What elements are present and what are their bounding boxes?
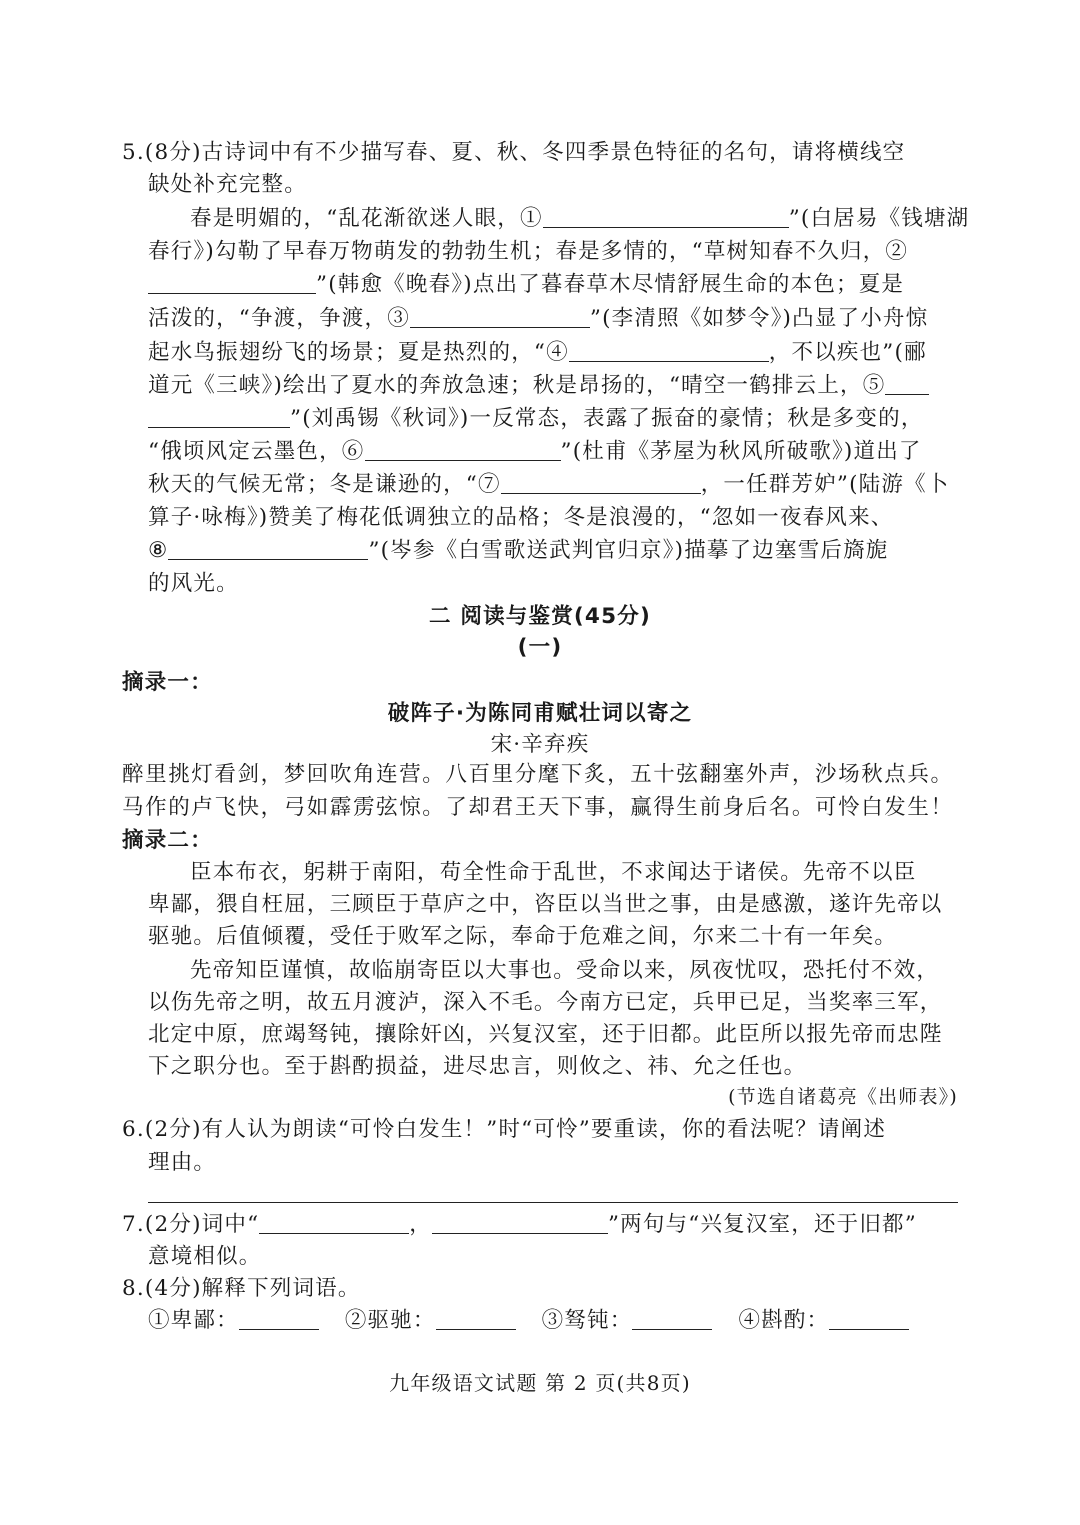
- q5-line-12: 算子·咏梅》)赞美了梅花低调独立的品格；冬是浪漫的，“忽如一夜春风来、: [148, 505, 894, 530]
- q7-text: ”两句与“兴复汉室，还于旧都”: [607, 1212, 917, 1237]
- section-subtitle: (一): [517, 635, 563, 660]
- q5-text: 春是明媚的，“乱花渐欲迷人眼，①: [190, 206, 543, 231]
- q7-line-1: [122, 1210, 917, 1240]
- blank-5b[interactable]: [148, 405, 290, 428]
- page-footer: 九年级语文试题 第 2 页(共8页): [389, 1371, 691, 1395]
- excerpt2-source: (节选自诸葛亮《出师表》): [728, 1086, 958, 1108]
- q6-line-2: 理由。: [148, 1150, 217, 1175]
- blank-7[interactable]: [501, 471, 701, 494]
- q8-item: ③驽钝：: [541, 1308, 633, 1333]
- section-title: 二 阅读与鉴赏(45分): [429, 604, 651, 629]
- q8-line-1: 8.(4分)解释下列词语。: [122, 1276, 361, 1301]
- excerpt1-label: 摘录一：: [122, 670, 213, 695]
- q5-line-14: 的风光。: [148, 571, 239, 596]
- q5-line-13: [148, 536, 889, 566]
- q6-answer-line[interactable]: [148, 1202, 958, 1203]
- q8-blank-4[interactable]: [829, 1307, 909, 1330]
- q5-text: “俄顷风定云墨色，⑥: [148, 439, 365, 464]
- q5-line-5: [148, 270, 904, 300]
- poem-title: 破阵子·为陈同甫赋壮词以寄之: [387, 701, 693, 726]
- q5-line-9: [148, 404, 924, 434]
- q8-item: ④斟酌：: [738, 1308, 830, 1333]
- q6-line-1: 6.(2分)有人认为朗读“可怜白发生！”时“可怜”要重读，你的看法呢？请阐述: [122, 1117, 887, 1142]
- excerpt2-line-6: 北定中原，庶竭驽钝，攘除奸凶，兴复汉室，还于旧都。此臣所以报先帝而忠陛: [148, 1022, 943, 1047]
- q5-text: ”(韩愈《晚春》)点出了暮春草木尽情舒展生命的本色；夏是: [316, 272, 905, 297]
- q5-text: ”(李清照《如梦令》)凸显了小舟惊: [589, 306, 929, 331]
- blank-8[interactable]: [168, 537, 368, 560]
- q7-text: 7.(2分)词中“: [122, 1212, 260, 1237]
- q7-blank-1[interactable]: [259, 1211, 409, 1234]
- excerpt2-line-1: 臣本布衣，躬耕于南阳，苟全性命于乱世，不求闻达于诸侯。先帝不以臣: [190, 860, 917, 885]
- q5-line-11: [148, 470, 949, 500]
- q5-text: ，不以疾也”(郦: [768, 340, 927, 365]
- q5-text: ”(白居易《钱塘湖: [788, 206, 970, 231]
- blank-3[interactable]: [410, 305, 590, 328]
- q5-text: ”(岑参《白雪歌送武判官归京》)描摹了边塞雪后旖旎: [368, 538, 889, 563]
- blank-6[interactable]: [365, 438, 561, 461]
- q7-line-2: 意境相似。: [148, 1244, 262, 1269]
- q7-text: ，: [409, 1212, 432, 1237]
- q5-text: ”(杜甫《茅屋为秋风所破歌》)道出了: [560, 439, 922, 464]
- q8-blank-1[interactable]: [239, 1307, 319, 1330]
- q5-line-2: 缺处补充完整。: [148, 172, 307, 197]
- q5-text: ，一任群芳妒”(陆游《卜: [700, 472, 950, 497]
- q8-blank-2[interactable]: [436, 1307, 516, 1330]
- q5-text: ”(刘禹锡《秋词》)一反常态，表露了振奋的豪情；秋是多变的，: [290, 406, 924, 431]
- excerpt2-line-4: 先帝知臣谨慎，故临崩寄臣以大事也。受命以来，夙夜忧叹，恐托付不效，: [190, 958, 940, 983]
- q5-text: 活泼的，“争渡，争渡，③: [148, 306, 410, 331]
- q5-line-7: [148, 338, 927, 368]
- excerpt2-line-5: 以伤先帝之明，故五月渡泸，深入不毛。今南方已定，兵甲已足，当奖率三军，: [148, 990, 943, 1015]
- q5-line-8: [148, 371, 929, 401]
- q7-blank-2[interactable]: [432, 1211, 608, 1234]
- q8-line-2: [148, 1306, 909, 1336]
- q5-line-4: 春行》)勾勒了早春万物萌发的勃勃生机；春是多情的，“草树知春不久归，②: [148, 239, 909, 264]
- excerpt2-line-3: 驱驰。后值倾覆，受任于败军之际，奉命于危难之间，尔来二十有一年矣。: [148, 924, 898, 949]
- q5-line-10: [148, 437, 922, 467]
- q8-item: ②驱驰：: [344, 1308, 436, 1333]
- blank-4[interactable]: [569, 339, 769, 362]
- excerpt2-label: 摘录二：: [122, 828, 213, 853]
- blank-5a[interactable]: [885, 372, 929, 395]
- q5-text: 起水鸟振翅纷飞的场景；夏是热烈的，“④: [148, 340, 569, 365]
- poem-author: 宋·辛弃疾: [490, 732, 590, 757]
- excerpt2-line-2: 卑鄙，猥自枉屈，三顾臣于草庐之中，咨臣以当世之事，由是感激，遂许先帝以: [148, 892, 943, 917]
- q5-text: 秋天的气候无常；冬是谦逊的，“⑦: [148, 472, 501, 497]
- q5-line-1: 5.(8分)古诗词中有不少描写春、夏、秋、冬四季景色特征的名句，请将横线空: [122, 140, 906, 165]
- q5-text: 道元《三峡》)绘出了夏水的奔放急速；秋是昂扬的，“晴空一鹤排云上，⑤: [148, 373, 886, 398]
- q5-line-6: [148, 304, 928, 334]
- q5-line-3: [190, 204, 969, 234]
- blank-1[interactable]: [543, 205, 789, 228]
- q8-item: ①卑鄙：: [148, 1308, 239, 1333]
- q8-blank-3[interactable]: [632, 1307, 712, 1330]
- q5-text: ⑧: [148, 538, 169, 563]
- blank-2[interactable]: [148, 271, 316, 294]
- excerpt2-line-7: 下之职分也。至于斟酌损益，进尽忠言，则攸之、祎、允之任也。: [148, 1054, 807, 1079]
- poem-line-2: 马作的卢飞快，弓如霹雳弦惊。了却君王天下事，赢得生前身后名。可怜白发生！: [122, 795, 954, 820]
- poem-line-1: 醉里挑灯看剑，梦回吹角连营。八百里分麾下炙，五十弦翻塞外声，沙场秋点兵。: [122, 762, 954, 787]
